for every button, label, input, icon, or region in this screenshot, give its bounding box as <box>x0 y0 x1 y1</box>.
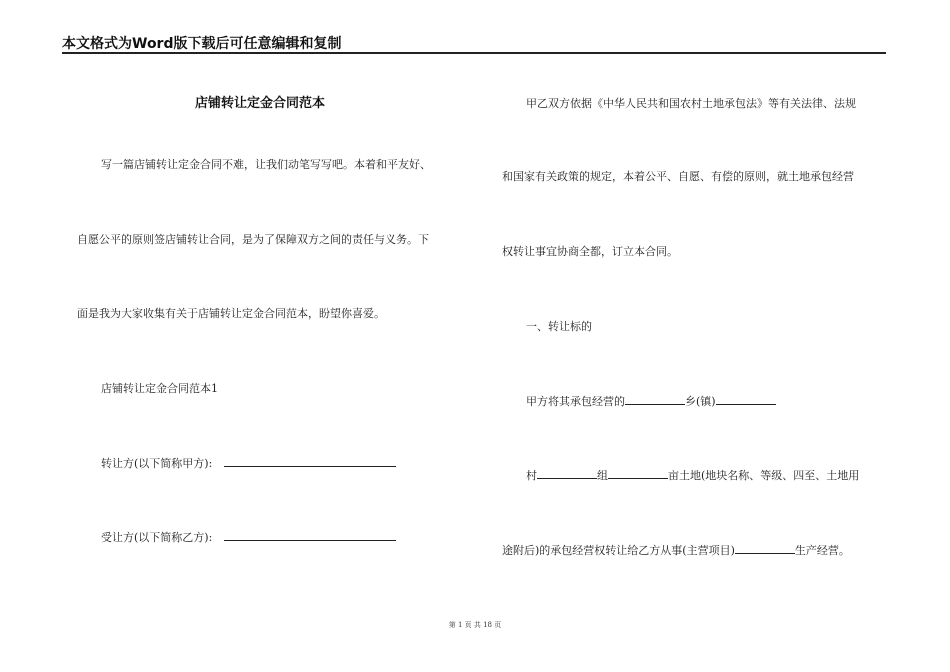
clause-3-part-1: 途附后)的承包经营权转让给乙方从事(主营项目) <box>502 544 735 557</box>
intro-line-3: 面是我为大家收集有关于店铺转让定金合同范本，盼望你喜爱。 <box>77 307 385 320</box>
intro-line-1: 写一篇店铺转让定金合同不难，让我们动笔写写吧。本着和平友好、 <box>101 158 431 171</box>
intro-line-2: 自愿公平的原则签店铺转让合同，是为了保障双方之间的责任与义务。下 <box>77 233 429 246</box>
clause-line-2 <box>526 467 859 483</box>
clause-1-blank-2 <box>716 393 776 405</box>
party-b-label: 受让方(以下简称乙方): <box>101 531 213 544</box>
clause-line-1 <box>526 393 776 409</box>
right-line-3: 权转让事宜协商全都，订立本合同。 <box>502 245 678 258</box>
clause-2-blank-2 <box>608 467 668 479</box>
party-b-row <box>101 529 396 545</box>
clause-3-part-2: 生产经营。 <box>794 544 850 557</box>
party-b-blank <box>224 529 396 541</box>
clause-1-blank-1 <box>625 393 685 405</box>
clause-2-part-2: 组 <box>597 469 608 482</box>
section-heading-1: 一、转让标的 <box>526 320 592 333</box>
document-header: 本文格式为Word版下载后可任意编辑和复制 <box>62 36 342 52</box>
right-line-2: 和国家有关政策的规定，本着公平、自愿、有偿的原则，就土地承包经营 <box>502 170 854 183</box>
clause-1-part-2: 乡(镇) <box>685 395 716 408</box>
party-a-blank <box>224 455 396 467</box>
party-a-row <box>101 455 396 471</box>
clause-1-part-1: 甲方将其承包经营的 <box>526 395 625 408</box>
sample-title: 店铺转让定金合同范本1 <box>101 382 218 395</box>
clause-line-3 <box>502 542 850 558</box>
party-a-label: 转让方(以下简称甲方): <box>101 457 213 470</box>
clause-2-part-1: 村 <box>526 469 537 482</box>
clause-2-part-3: 亩土地(地块名称、等级、四至、土地用 <box>668 469 860 482</box>
document-title: 店铺转让定金合同范本 <box>194 96 325 111</box>
page-number: 第 1 页 共 18 页 <box>448 621 502 629</box>
header-divider <box>62 52 886 54</box>
right-line-1: 甲乙双方依据《中华人民共和国农村土地承包法》等有关法律、法规 <box>526 97 856 110</box>
clause-3-blank-1 <box>735 542 795 554</box>
clause-2-blank-1 <box>537 467 597 479</box>
